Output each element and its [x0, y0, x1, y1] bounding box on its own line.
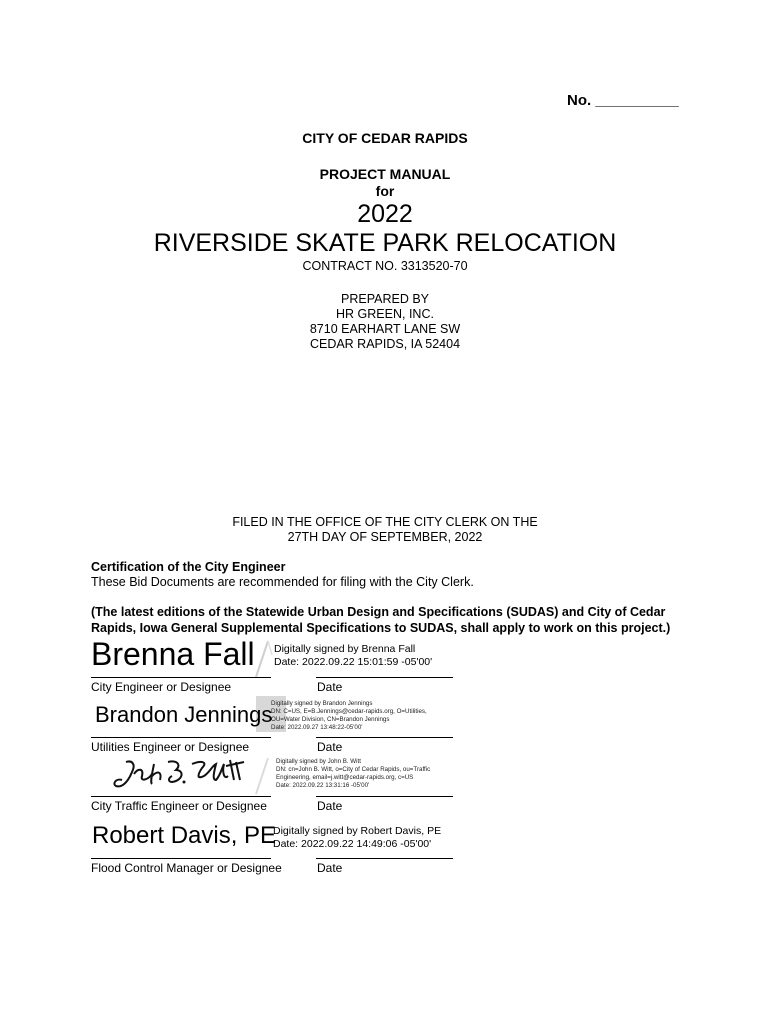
digital-signature-line: Date: 2022.09.22 14:49:06 -05'00' [273, 838, 432, 850]
digital-signature-line: DN: C=US, E=B.Jennings@cedar-rapids.org, O=Utilities, [271, 708, 427, 715]
signature-watermark-icon [254, 637, 276, 679]
digital-signature-line: OU=Water Division, CN=Brandon Jennings [271, 716, 390, 723]
date-label: Date [317, 680, 343, 694]
date-label: Date [317, 861, 343, 875]
signature-line [91, 858, 271, 859]
signature-name: Robert Davis, PE [92, 822, 277, 849]
signer-role: Flood Control Manager or Designee [91, 861, 282, 875]
date-line [316, 858, 453, 859]
digital-signature-line: Date: 2022.09.22 15:01:59 -05'00' [274, 656, 433, 668]
filed-statement-line: FILED IN THE OFFICE OF THE CITY CLERK ON THE [232, 515, 538, 529]
manual-title: PROJECT MANUAL [319, 166, 451, 182]
for-label: for [375, 183, 395, 199]
prepared-by-line: CEDAR RAPIDS, IA 52404 [309, 337, 461, 351]
prepared-by-line: 8710 EARHART LANE SW [309, 322, 461, 336]
certification-text: These Bid Documents are recommended for filing with the City Clerk. [91, 575, 474, 589]
signature-line [91, 796, 271, 797]
document-number: No. __________ [567, 92, 679, 109]
specifications-note-line: (The latest editions of the Statewide Urban Design and Specifications (SUDAS) and City of Cedar [91, 605, 666, 619]
digital-signature-line: Digitally signed by Brenna Fall [274, 643, 416, 655]
date-line [316, 737, 453, 738]
signature-watermark-icon [254, 754, 276, 796]
contract-number: CONTRACT NO. 3313520-70 [302, 259, 468, 273]
signature-line [91, 677, 271, 678]
city-title: CITY OF CEDAR RAPIDS [302, 130, 468, 146]
project-name: RIVERSIDE SKATE PARK RELOCATION [153, 229, 617, 257]
specifications-note-line: Rapids, Iowa General Supplemental Specifications to SUDAS, shall apply to work on this project.) [91, 621, 671, 635]
project-year: 2022 [357, 200, 413, 228]
digital-signature-line: Digitally signed by John B. Witt [276, 758, 361, 765]
signature-name: Brenna Fall [91, 636, 255, 672]
signature-line [91, 737, 271, 738]
signer-role: City Traffic Engineer or Designee [91, 799, 267, 813]
certification-title: Certification of the City Engineer [91, 560, 286, 574]
prepared-by-line: HR GREEN, INC. [336, 307, 434, 321]
digital-signature-line: Engineering, email=j.witt@cedar-rapids.org, c=US [276, 774, 414, 781]
digital-signature-line: Digitally signed by Robert Davis, PE [273, 825, 442, 837]
digital-signature-line: Date: 2022.09.22 13:31:16 -05'00' [276, 782, 370, 789]
signer-role: Utilities Engineer or Designee [91, 740, 250, 754]
signature-name: Brandon Jennings [95, 702, 273, 727]
date-line [316, 796, 453, 797]
digital-signature-line: Digitally signed by Brandon Jennings [271, 700, 373, 707]
date-label: Date [317, 799, 343, 813]
date-label: Date [317, 740, 343, 754]
prepared-by-line: PREPARED BY [341, 292, 429, 306]
date-line [316, 677, 453, 678]
filed-statement-line: 27TH DAY OF SEPTEMBER, 2022 [287, 530, 483, 544]
signer-role: City Engineer or Designee [91, 680, 232, 694]
handwritten-signature-icon [112, 754, 252, 794]
digital-signature-line: Date: 2022.09.27 13:48:22-05'00' [271, 724, 363, 731]
digital-signature-line: DN: cn=John B. Witt, o=City of Cedar Rapids, ou=Traffic [276, 766, 431, 773]
